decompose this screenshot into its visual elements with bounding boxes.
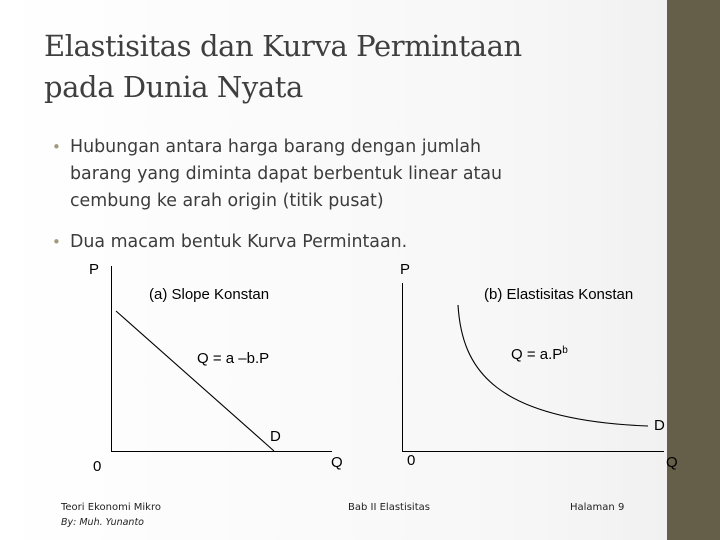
- footer-author: By: Muh. Yunanto: [61, 517, 144, 528]
- graph-a-x-axis-label: Q: [331, 454, 343, 471]
- graph-a-y-axis-label: P: [89, 261, 100, 278]
- footer-course-title: Teori Ekonomi Mikro: [61, 502, 161, 513]
- graph-b-equation-exponent: b: [562, 345, 568, 356]
- bullet-2-line-1: Dua macam bentuk Kurva Permintaan.: [70, 232, 408, 252]
- graph-a-demand-line: [116, 311, 274, 451]
- graph-b-demand-curve: [458, 305, 648, 426]
- graph-b-subtitle: (b) Elastisitas Konstan: [484, 286, 634, 303]
- graph-a-equation: Q = a –b.P: [197, 350, 270, 367]
- graph-a-curve-label: D: [270, 428, 281, 445]
- slide-title-line-2: pada Dunia Nyata: [44, 70, 303, 104]
- graph-a-subtitle: (a) Slope Konstan: [149, 286, 270, 303]
- bullet-1-line-1: Hubungan antara harga barang dengan jumlah: [70, 137, 482, 157]
- graph-a-origin-label: 0: [93, 458, 102, 475]
- graph-b-x-axis-label: Q: [666, 454, 678, 471]
- footer-chapter: Bab II Elastisitas: [348, 502, 430, 513]
- graph-b-equation-base: Q = a.P: [511, 346, 563, 363]
- footer-page-number: Halaman 9: [570, 502, 625, 513]
- bullet-1-line-2: barang yang diminta dapat berbentuk linear atau: [70, 164, 502, 184]
- graph-b-y-axis-label: P: [400, 261, 411, 278]
- graph-b-origin-label: 0: [407, 452, 416, 469]
- bullet-dot-icon: •: [52, 233, 61, 251]
- slide-title-line-1: Elastisitas dan Kurva Permintaan: [44, 29, 522, 63]
- graph-b-curve-label: D: [654, 417, 665, 434]
- bullet-1-line-3: cembung ke arah origin (titik pusat): [70, 191, 384, 211]
- bullet-dot-icon: •: [52, 138, 61, 156]
